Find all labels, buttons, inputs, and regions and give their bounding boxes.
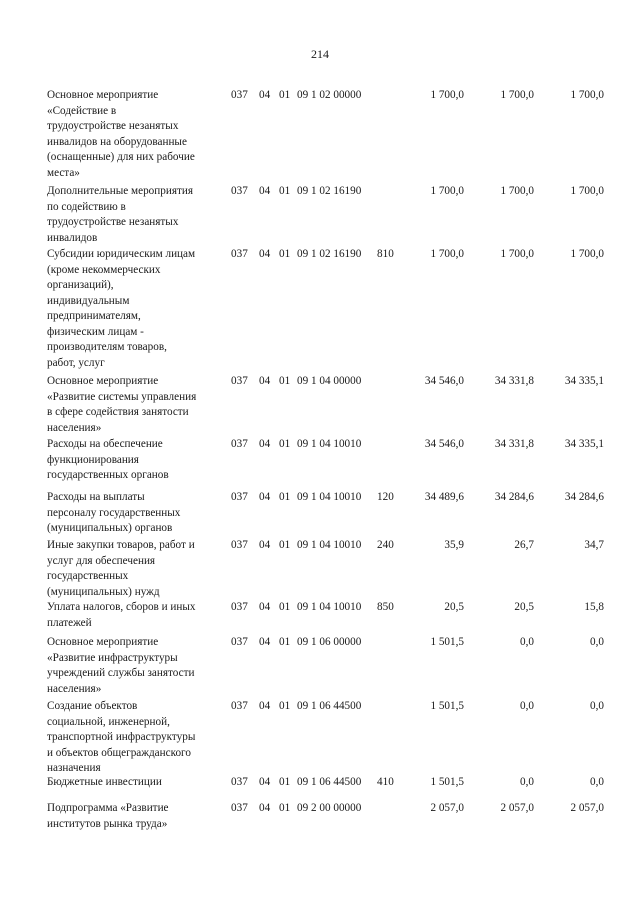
amount-year-1: 34 489,6	[424, 491, 464, 503]
subsection-code: 01	[279, 375, 291, 387]
section-code: 04	[259, 248, 271, 260]
row-name: Иные закупки товаров, работ и услуг для обеспечения государственных (муниципальных) нужд	[47, 539, 195, 598]
amount-year-2: 0,0	[520, 700, 534, 712]
amount-year-1: 34 546,0	[424, 375, 464, 387]
subsection-code: 01	[279, 185, 291, 197]
subsection-code: 01	[279, 539, 291, 551]
target-item-code: 09 1 04 10010	[297, 491, 362, 503]
amount-year-3: 0,0	[590, 776, 604, 788]
amount-year-2: 34 331,8	[494, 438, 534, 450]
expense-type-code: 810	[377, 248, 394, 260]
subsection-code: 01	[279, 438, 291, 450]
section-code: 04	[259, 700, 271, 712]
ved-code: 037	[231, 700, 248, 712]
target-item-code: 09 1 06 00000	[297, 636, 362, 648]
ved-code: 037	[231, 375, 248, 387]
row-name: Расходы на выплаты персоналу государственных (муниципальных) органов	[47, 491, 181, 534]
amount-year-1: 35,9	[444, 539, 464, 551]
amount-year-2: 34 284,6	[494, 491, 534, 503]
row-name: Расходы на обеспечение функционирования государственных органов	[47, 438, 169, 481]
subsection-code: 01	[279, 776, 291, 788]
amount-year-2: 1 700,0	[500, 185, 534, 197]
section-code: 04	[259, 438, 271, 450]
amount-year-1: 2 057,0	[430, 802, 464, 814]
amount-year-3: 34 284,6	[564, 491, 604, 503]
section-code: 04	[259, 601, 271, 613]
section-code: 04	[259, 776, 271, 788]
row-name: Основное мероприятие «Развитие системы управления в сфере содействия занятости населения»	[47, 375, 197, 434]
row-name: Основное мероприятие «Содействие в трудоустройстве незанятых инвалидов на оборудованные (оснащенные) для них рабочие места»	[47, 89, 195, 179]
expense-type-code: 850	[377, 601, 394, 613]
target-item-code: 09 1 04 10010	[297, 539, 362, 551]
amount-year-3: 34,7	[584, 539, 604, 551]
target-item-code: 09 1 04 00000	[297, 375, 362, 387]
amount-year-3: 0,0	[590, 636, 604, 648]
ved-code: 037	[231, 802, 248, 814]
amount-year-2: 1 700,0	[500, 248, 534, 260]
target-item-code: 09 1 06 44500	[297, 776, 362, 788]
target-item-code: 09 1 04 10010	[297, 601, 362, 613]
section-code: 04	[259, 89, 271, 101]
row-name: Субсидии юридическим лицам (кроме некоммерческих организаций), индивидуальным предпринимателям, физическим лицам - производителям товаров, работ, услуг	[47, 248, 196, 369]
ved-code: 037	[231, 636, 248, 648]
target-item-code: 09 1 06 44500	[297, 700, 362, 712]
amount-year-3: 1 700,0	[570, 89, 604, 101]
amount-year-3: 0,0	[590, 700, 604, 712]
subsection-code: 01	[279, 802, 291, 814]
amount-year-3: 2 057,0	[570, 802, 604, 814]
ved-code: 037	[231, 491, 248, 503]
page-number: 214	[311, 47, 329, 61]
amount-year-3: 1 700,0	[570, 248, 604, 260]
subsection-code: 01	[279, 700, 291, 712]
amount-year-3: 1 700,0	[570, 185, 604, 197]
ved-code: 037	[231, 601, 248, 613]
amount-year-1: 1 700,0	[430, 248, 464, 260]
expense-type-code: 410	[377, 776, 394, 788]
row-name: Создание объектов социальной, инженерной, транспортной инфраструктуры и объектов общегражданского назначения	[47, 700, 196, 774]
expense-type-code: 120	[377, 491, 394, 503]
subsection-code: 01	[279, 601, 291, 613]
amount-year-3: 34 335,1	[564, 438, 604, 450]
amount-year-2: 34 331,8	[494, 375, 534, 387]
expense-type-code: 240	[377, 539, 394, 551]
amount-year-3: 34 335,1	[564, 375, 604, 387]
subsection-code: 01	[279, 248, 291, 260]
amount-year-2: 2 057,0	[500, 802, 534, 814]
amount-year-2: 20,5	[514, 601, 534, 613]
section-code: 04	[259, 636, 271, 648]
row-name: Дополнительные мероприятия по содействию в трудоустройстве незанятых инвалидов	[47, 185, 193, 244]
amount-year-2: 0,0	[520, 776, 534, 788]
section-code: 04	[259, 185, 271, 197]
amount-year-2: 0,0	[520, 636, 534, 648]
section-code: 04	[259, 491, 271, 503]
target-item-code: 09 2 00 00000	[297, 802, 362, 814]
target-item-code: 09 1 02 00000	[297, 89, 362, 101]
subsection-code: 01	[279, 89, 291, 101]
amount-year-1: 1 700,0	[430, 89, 464, 101]
row-name: Уплата налогов, сборов и иных платежей	[47, 601, 196, 629]
subsection-code: 01	[279, 491, 291, 503]
row-name: Основное мероприятие «Развитие инфраструктуры учреждений службы занятости населения»	[47, 636, 195, 695]
amount-year-1: 1 501,5	[430, 700, 464, 712]
target-item-code: 09 1 04 10010	[297, 438, 362, 450]
subsection-code: 01	[279, 636, 291, 648]
target-item-code: 09 1 02 16190	[297, 248, 362, 260]
row-name: Подпрограмма «Развитие институтов рынка труда»	[47, 802, 169, 830]
amount-year-1: 1 700,0	[430, 185, 464, 197]
amount-year-1: 34 546,0	[424, 438, 464, 450]
amount-year-1: 1 501,5	[430, 636, 464, 648]
amount-year-3: 15,8	[584, 601, 604, 613]
target-item-code: 09 1 02 16190	[297, 185, 362, 197]
ved-code: 037	[231, 248, 248, 260]
amount-year-1: 1 501,5	[430, 776, 464, 788]
amount-year-2: 1 700,0	[500, 89, 534, 101]
section-code: 04	[259, 539, 271, 551]
row-name: Бюджетные инвестиции	[47, 776, 162, 788]
ved-code: 037	[231, 185, 248, 197]
ved-code: 037	[231, 438, 248, 450]
ved-code: 037	[231, 539, 248, 551]
ved-code: 037	[231, 776, 248, 788]
amount-year-2: 26,7	[514, 539, 534, 551]
section-code: 04	[259, 375, 271, 387]
section-code: 04	[259, 802, 271, 814]
amount-year-1: 20,5	[444, 601, 464, 613]
ved-code: 037	[231, 89, 248, 101]
